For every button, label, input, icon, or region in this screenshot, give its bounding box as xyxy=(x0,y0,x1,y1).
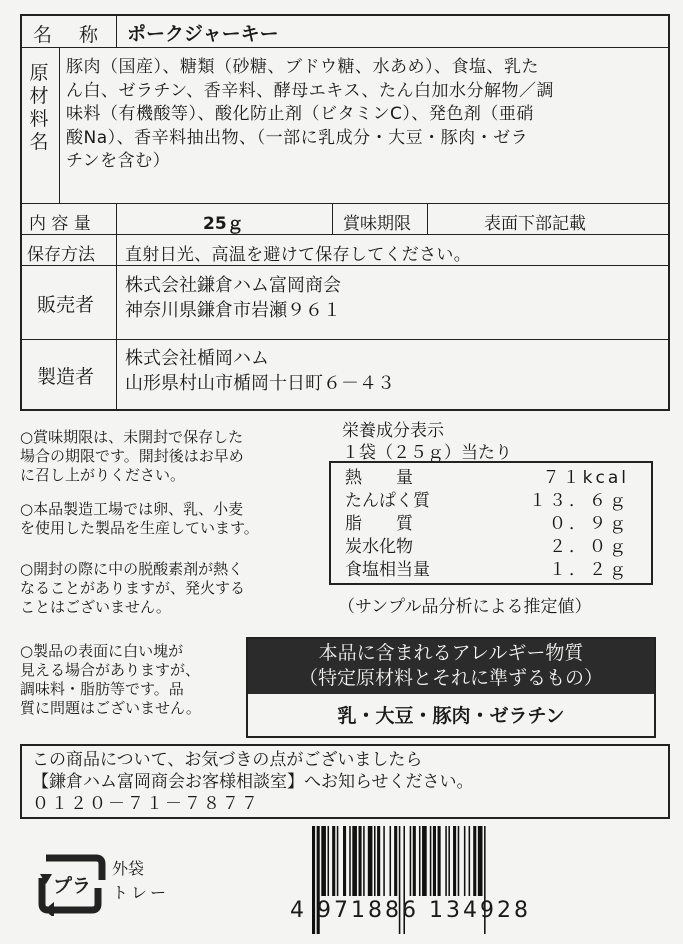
maker-value-cell xyxy=(116,339,670,411)
barcode-bar xyxy=(359,826,362,896)
note-line: ○開封の際に中の脱酸素剤が熱く xyxy=(20,560,244,578)
allergen-items: 乳・大豆・豚肉・ゼラチン xyxy=(337,705,565,727)
storage-value-cell xyxy=(116,234,670,266)
ingredients-label-char: 名 xyxy=(29,131,49,153)
barcode-bar xyxy=(419,826,421,896)
best-before-label: 賞味期限 xyxy=(343,214,411,234)
recycle-plastic-icon xyxy=(36,852,108,916)
allergen-header xyxy=(248,639,654,694)
seller-value-cell xyxy=(116,265,670,340)
contact-box xyxy=(20,744,670,819)
barcode-bar xyxy=(349,826,351,896)
barcode-bar xyxy=(377,826,380,896)
barcode-bar xyxy=(478,826,483,896)
maker-address: 山形県村山市楯岡十日町６－４３ xyxy=(125,373,395,394)
barcode-bar xyxy=(374,826,376,896)
barcode-bar xyxy=(343,826,346,896)
nutrition-row-value: １３．６ｇ xyxy=(529,491,629,511)
storage-label: 保存方法 xyxy=(27,245,95,265)
barcode-bar xyxy=(469,826,471,896)
storage-label-cell xyxy=(20,234,117,266)
nutrition-row-value: ０．９ｇ xyxy=(549,514,629,534)
maker-name: 株式会社楯岡ハム xyxy=(125,348,269,369)
ingredients-line: 豚肉（国産）、糖類（砂糖、ブドウ糖、水あめ）、食塩、乳た xyxy=(66,57,539,77)
nutrition-title: 栄養成分表示 xyxy=(342,421,444,441)
best-before-value: 表面下部記載 xyxy=(484,214,586,234)
barcode-bar xyxy=(332,826,335,896)
barcode-bar xyxy=(390,826,392,896)
barcode-bar xyxy=(445,826,447,896)
storage-value: 直射日光、高温を避けて保存してください。 xyxy=(125,245,471,265)
name-value-cell xyxy=(116,14,670,48)
barcode-bar xyxy=(337,826,339,896)
note-allergen-factory xyxy=(20,500,320,538)
ingredients-line: 味料（有機酸等）、酸化防止剤（ビタミンC）、発色剤（亜硝 xyxy=(66,104,534,124)
content-value: 25ｇ xyxy=(203,214,244,234)
nutrition-row-name: 食塩相当量 xyxy=(345,560,430,580)
barcode-bar xyxy=(438,826,441,896)
ingredients-value-cell xyxy=(59,47,670,204)
barcode-bar xyxy=(422,826,427,896)
seller-label-cell xyxy=(20,265,117,340)
seller-name: 株式会社鎌倉ハム富岡商会 xyxy=(125,275,341,296)
name-label: 名 称 xyxy=(33,24,103,46)
recycle-mark-text: プラ xyxy=(52,875,92,897)
name-label-cell xyxy=(20,14,117,48)
content-value-cell xyxy=(116,203,333,235)
note-line: 質に問題はございません。 xyxy=(20,699,201,717)
note-white-lumps xyxy=(20,642,250,718)
ingredients-line: ん白、ゼラチン、香辛料、酵母エキス、たん白加水分解物／調 xyxy=(66,80,554,101)
maker-label-cell xyxy=(20,339,117,411)
note-best-before xyxy=(20,428,320,485)
recycle-outer-bag: 外袋 xyxy=(112,859,145,878)
barcode-bar xyxy=(448,826,450,896)
note-line: ○本品製造工場では卵、乳、小麦 xyxy=(20,500,244,518)
nutrition-row-name: 脂 質 xyxy=(345,514,413,534)
content-label-cell xyxy=(20,203,117,235)
ingredients-label-char: 原 xyxy=(29,62,49,84)
allergen-header-line1: 本品に含まれるアレルギー物質 xyxy=(318,642,584,664)
barcode-bar xyxy=(453,826,456,896)
barcode-bar xyxy=(433,826,436,896)
barcode-digits: 4 971886 134928 xyxy=(290,898,531,923)
note-line: 見える場合がありますが、 xyxy=(20,661,201,679)
note-line: ○製品の表面に白い塊が xyxy=(20,642,184,660)
note-line: ことはございません。 xyxy=(20,598,171,616)
recycle-tray: トレー xyxy=(112,883,170,902)
best-before-value-cell xyxy=(427,203,670,235)
nutrition-row-value: １．２ｇ xyxy=(549,560,629,580)
barcode-bar xyxy=(363,826,365,896)
contact-line2: 【鎌倉ハム富岡商会お客様相談室】へお知らせください。 xyxy=(32,772,474,792)
note-line: なることがありますが、発火する xyxy=(20,579,246,597)
barcode-bar xyxy=(410,826,412,896)
nutrition-row-name: 炭水化物 xyxy=(345,537,413,557)
barcode-bar xyxy=(473,826,476,896)
barcode-bar xyxy=(430,826,432,896)
maker-label: 製造者 xyxy=(37,366,95,388)
contact-line1: この商品について、お気づきの点がございましたら xyxy=(32,750,423,770)
barcode-bar xyxy=(368,826,373,896)
barcode-bar xyxy=(352,826,357,896)
ingredients-label-char: 料 xyxy=(29,108,49,130)
ingredients-line: チンを含む） xyxy=(66,151,171,171)
note-line: 調味料・脂肪等です。品 xyxy=(20,680,184,698)
note-line: を使用した製品を生産しています。 xyxy=(20,519,259,537)
allergen-header-line2: （特定原材料とそれに準ずるもの） xyxy=(298,667,603,689)
ingredients-label-cell xyxy=(20,47,60,204)
seller-address: 神奈川県鎌倉市岩瀬９６１ xyxy=(125,300,341,321)
ingredients-label-char: 材 xyxy=(29,85,49,107)
nutrition-table xyxy=(329,461,653,585)
note-line: 場合の期限です。開封後はお早め xyxy=(20,447,244,465)
note-oxygen-absorber xyxy=(20,560,320,617)
allergen-box xyxy=(246,637,656,738)
nutrition-note: （サンプル品分析による推定値） xyxy=(338,597,592,617)
barcode-bar xyxy=(394,826,397,896)
nutrition-row-name: たんぱく質 xyxy=(345,491,430,511)
contact-phone: ０１２０－７１－７８７７ xyxy=(32,794,260,814)
note-line: ○賞味期限は、未開封で保存した xyxy=(20,428,244,446)
barcode-bar xyxy=(464,826,466,896)
barcode-bar xyxy=(458,826,460,896)
barcode-bar xyxy=(413,826,416,896)
barcode-bar xyxy=(328,826,330,896)
content-label: 内 容 量 xyxy=(29,214,91,234)
note-line: に召し上がりください。 xyxy=(20,466,186,484)
best-before-label-cell xyxy=(332,203,428,235)
barcode-bar xyxy=(321,826,326,896)
nutrition-serving: １袋（２５ｇ）当たり xyxy=(342,443,512,463)
seller-label: 販売者 xyxy=(37,294,95,316)
nutrition-row-value: ７１kcal xyxy=(542,468,629,488)
barcode-bar xyxy=(383,826,385,896)
nutrition-row-value: ２．０ｇ xyxy=(549,537,629,557)
name-value: ポークジャーキー xyxy=(127,23,279,45)
ingredients-line: 酸Na）、香辛料抽出物、（一部に乳成分・大豆・豚肉・ゼラ xyxy=(66,127,529,148)
nutrition-row-name: 熱 量 xyxy=(345,468,413,488)
